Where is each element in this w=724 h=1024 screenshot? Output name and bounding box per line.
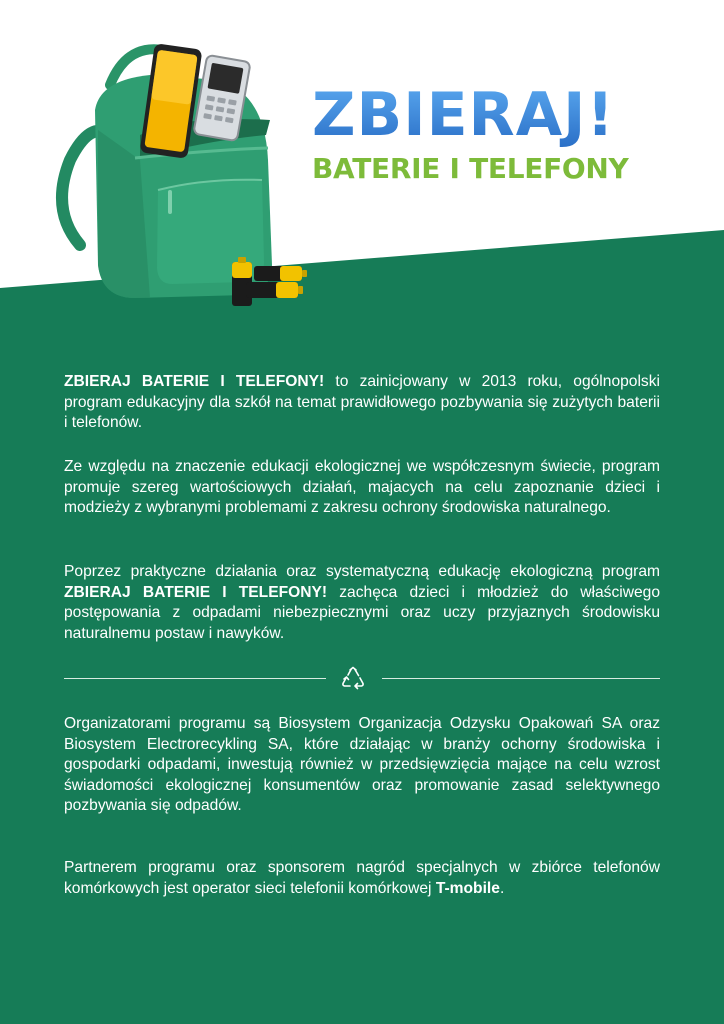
paragraph-text: to zainicjowany w 2013 roku, ogólnopolski program edukacyjny dla szkół na temat prawidłowego pozbywania się zużytych baterii i telefonów. bbox=[64, 373, 660, 431]
paragraph-text: Partnerem programu oraz sponsorem nagród specjalnych w zbiórce telefonów komórkowych jest operator sieci telefonii komórkowej bbox=[64, 859, 660, 897]
paragraph-text: . bbox=[499, 879, 505, 897]
paragraph-text: Organizatorami programu są Biosystem Organizacja Odzysku Opakowań SA oraz Biosystem Electrorecykling SA, które działając w branży ochorny środowiska i gospodarki odpadami, inwestują również w przedsięwzięcia mające na celu wzrost świadomości ekologicznej konsumentów oraz promowanie zasad selektywnego pozbywania się odpadów. bbox=[64, 715, 660, 814]
paragraph-organizers bbox=[64, 714, 660, 817]
recycle-icon bbox=[340, 666, 366, 690]
headline bbox=[312, 82, 672, 186]
paragraph-practice bbox=[64, 562, 660, 644]
divider-line-right bbox=[382, 678, 660, 679]
section-divider bbox=[64, 664, 660, 692]
paragraph-text: Poprzez praktyczne działania oraz systematyczną edukację ekologiczną program bbox=[64, 563, 660, 580]
subtitle: BATERIE I TELEFONY bbox=[312, 152, 629, 185]
paragraph-intro bbox=[64, 372, 660, 434]
paragraph-education bbox=[64, 457, 660, 519]
program-name-bold: ZBIERAJ BATERIE I TELEFONY! bbox=[64, 373, 325, 390]
paragraph-text: zachęca dzieci i młodzież do właściwego postępowania z odpadami niebezpiecznymi oraz uczy przyjaznych środowisku naturalnemu postaw i nawyków. bbox=[64, 583, 660, 642]
program-name-bold: ZBIERAJ BATERIE I TELEFONY! bbox=[64, 583, 328, 601]
hero-illustration bbox=[40, 40, 320, 310]
paragraph-partner bbox=[64, 858, 660, 899]
main-title: ZBIERAJ! bbox=[312, 82, 672, 148]
divider-line-left bbox=[64, 678, 326, 679]
paragraph-text: Ze względu na znaczenie edukacji ekologicznej we współczesnym świecie, program promuje szereg wartościowych działań, majacych na celu zapoznanie dzieci i modzieży z wybranymi problemami z zakresu ochrony środowiska naturalnego. bbox=[64, 458, 660, 516]
partner-name-bold: T-mobile bbox=[435, 879, 500, 897]
